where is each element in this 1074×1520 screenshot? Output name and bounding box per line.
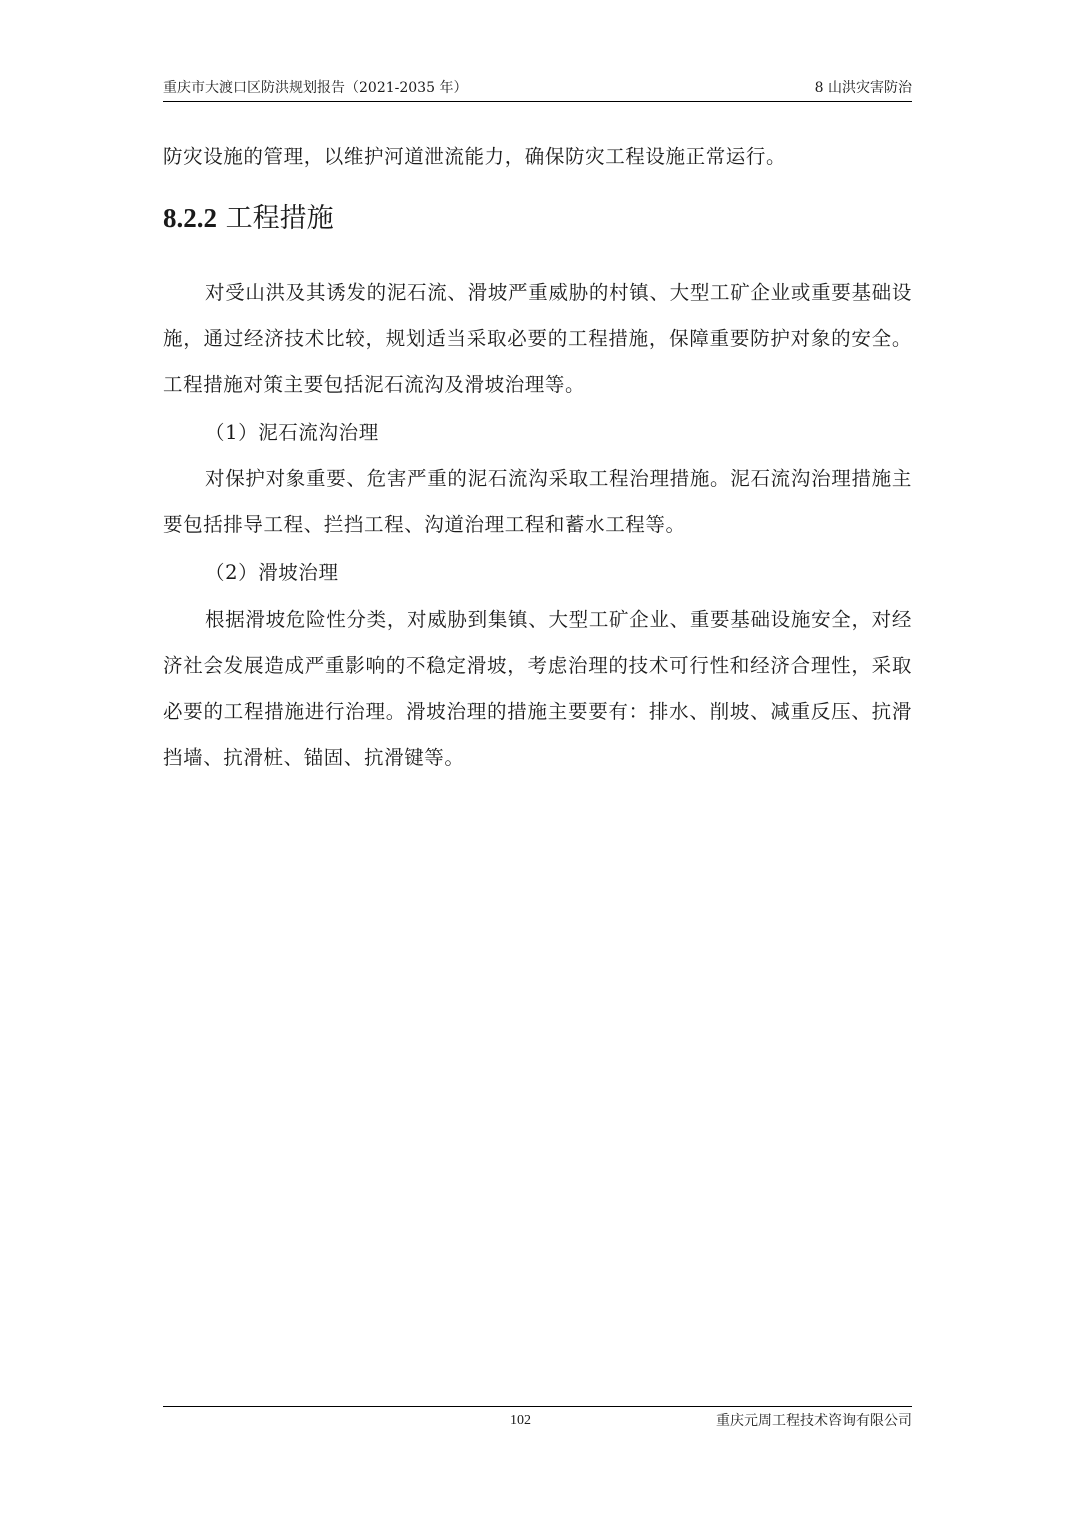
page-header <box>163 78 912 102</box>
item2-paragraph: 根据滑坡危险性分类，对威胁到集镇、大型工矿企业、重要基础设施安全，对经济社会发展造成严重影响的不稳定滑坡，考虑治理的技术可行性和经济合理性，采取必要的工程措施进行治理。滑坡治理的措施主要要有：排水、削坡、减重反压、抗滑挡墙、抗滑桩、锚固、抗滑键等。 <box>163 608 912 769</box>
footer-company-name: 重庆元周工程技术咨询有限公司 <box>716 1413 912 1429</box>
page-number: 102 <box>510 1413 531 1428</box>
header-report-title: 重庆市大渡口区防洪规划报告（2021-2035 年） <box>163 80 468 96</box>
item2-heading: （2）滑坡治理 <box>205 561 339 584</box>
section-heading <box>163 198 334 239</box>
page-footer <box>163 1411 912 1435</box>
intro-paragraph: 对受山洪及其诱发的泥石流、滑坡严重威胁的村镇、大型工矿企业或重要基础设施，通过经济技术比较，规划适当采取必要的工程措施，保障重要防护对象的安全。工程措施对策主要包括泥石流沟及滑坡治理等。 <box>163 281 912 396</box>
footer-divider <box>163 1406 912 1407</box>
item1-heading: （1）泥石流沟治理 <box>205 421 379 444</box>
continuation-paragraph: 防灾设施的管理，以维护河道泄流能力，确保防灾工程设施正常运行。 <box>163 145 787 168</box>
item1-paragraph: 对保护对象重要、危害严重的泥石流沟采取工程治理措施。泥石流沟治理措施主要包括排导工程、拦挡工程、沟道治理工程和蓄水工程等。 <box>163 467 912 536</box>
section-title: 工程措施 <box>225 203 334 234</box>
section-number: 8.2.2 <box>163 203 217 233</box>
header-divider <box>163 101 912 102</box>
header-chapter-title: 8 山洪灾害防治 <box>814 80 912 96</box>
